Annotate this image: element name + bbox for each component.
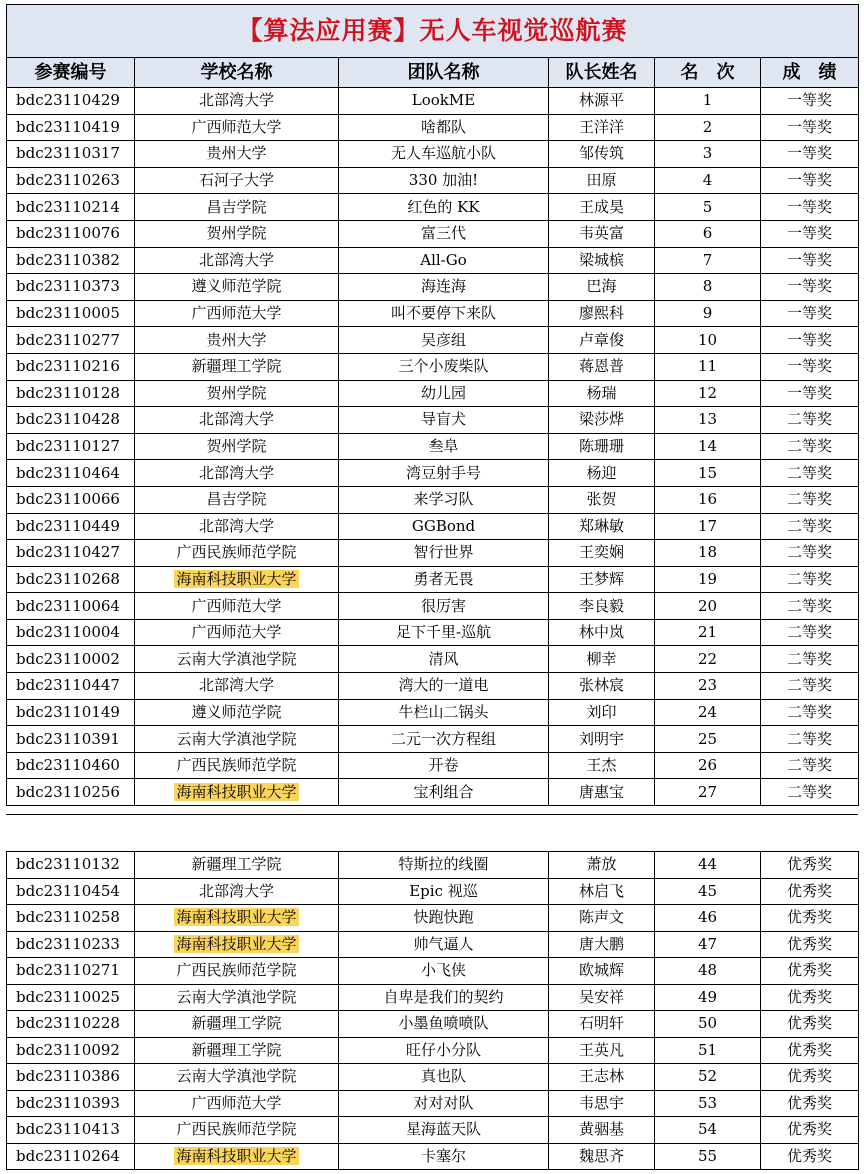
cell-school: 新疆理工学院 — [135, 353, 339, 380]
page-title: 【算法应用赛】无人车视觉巡航赛 — [7, 5, 859, 58]
cell-rank: 12 — [655, 380, 761, 407]
table-row — [7, 540, 859, 567]
cell-rank: 18 — [655, 540, 761, 567]
table-row — [7, 1143, 859, 1170]
cell-team: 富三代 — [339, 220, 549, 247]
cell-school: 贵州大学 — [135, 327, 339, 354]
cell-id: bdc23110002 — [7, 646, 135, 673]
cell-id: bdc23110064 — [7, 593, 135, 620]
cell-team: Epic 视巡 — [339, 878, 549, 905]
cell-school: 广西民族师范学院 — [135, 752, 339, 779]
cell-school: 遵义师范学院 — [135, 274, 339, 301]
cell-id: bdc23110373 — [7, 274, 135, 301]
cell-rank: 21 — [655, 619, 761, 646]
cell-grade: 优秀奖 — [761, 1090, 859, 1117]
cell-grade: 优秀奖 — [761, 931, 859, 958]
cell-rank: 20 — [655, 593, 761, 620]
cell-rank: 7 — [655, 247, 761, 274]
cell-rank: 11 — [655, 353, 761, 380]
cell-rank: 45 — [655, 878, 761, 905]
cell-id: bdc23110464 — [7, 460, 135, 487]
cell-captain: 陈珊珊 — [549, 433, 655, 460]
cell-school: 北部湾大学 — [135, 513, 339, 540]
cell-grade: 二等奖 — [761, 726, 859, 753]
cell-team: 导盲犬 — [339, 407, 549, 434]
highlighted-school: 海南科技职业大学 — [176, 569, 297, 588]
cell-grade: 优秀奖 — [761, 852, 859, 879]
cell-school — [135, 905, 339, 932]
cell-school: 北部湾大学 — [135, 460, 339, 487]
header-rank: 名 次 — [655, 58, 761, 88]
table-row — [7, 380, 859, 407]
cell-school: 北部湾大学 — [135, 673, 339, 700]
cell-grade: 优秀奖 — [761, 1117, 859, 1144]
cell-school: 广西民族师范学院 — [135, 1117, 339, 1144]
cell-school: 新疆理工学院 — [135, 1037, 339, 1064]
table-row — [7, 460, 859, 487]
cell-id: bdc23110076 — [7, 220, 135, 247]
cell-rank: 49 — [655, 984, 761, 1011]
table-row — [7, 699, 859, 726]
cell-team: 勇者无畏 — [339, 566, 549, 593]
table-row — [7, 878, 859, 905]
highlighted-school: 海南科技职业大学 — [176, 908, 297, 927]
cell-rank: 53 — [655, 1090, 761, 1117]
cell-captain: 王梦辉 — [549, 566, 655, 593]
cell-grade: 优秀奖 — [761, 958, 859, 985]
table-row — [7, 673, 859, 700]
cell-captain: 林启飞 — [549, 878, 655, 905]
table-row — [7, 852, 859, 879]
cell-grade: 一等奖 — [761, 327, 859, 354]
cell-id: bdc23110263 — [7, 167, 135, 194]
cell-team: 真也队 — [339, 1064, 549, 1091]
table-row — [7, 779, 859, 806]
table-row — [7, 407, 859, 434]
table-row — [7, 141, 859, 168]
cell-team: 湾大的一道电 — [339, 673, 549, 700]
table-row — [7, 486, 859, 513]
cell-team: 三个小废柴队 — [339, 353, 549, 380]
cell-rank: 51 — [655, 1037, 761, 1064]
cell-grade: 一等奖 — [761, 274, 859, 301]
cell-school: 广西师范大学 — [135, 114, 339, 141]
header-school: 学校名称 — [135, 58, 339, 88]
cell-id: bdc23110386 — [7, 1064, 135, 1091]
table-row — [7, 1037, 859, 1064]
results-table-bottom — [6, 851, 859, 1170]
cell-school: 广西师范大学 — [135, 1090, 339, 1117]
cell-team: 开卷 — [339, 752, 549, 779]
cell-grade: 优秀奖 — [761, 1037, 859, 1064]
cell-team: 幼儿园 — [339, 380, 549, 407]
header-captain: 队长姓名 — [549, 58, 655, 88]
cell-school: 北部湾大学 — [135, 407, 339, 434]
table-row — [7, 619, 859, 646]
table-row — [7, 984, 859, 1011]
cell-id: bdc23110004 — [7, 619, 135, 646]
cell-captain: 巴海 — [549, 274, 655, 301]
table-row — [7, 327, 859, 354]
cell-captain: 梁莎烨 — [549, 407, 655, 434]
cell-school: 贺州学院 — [135, 433, 339, 460]
cell-id: bdc23110066 — [7, 486, 135, 513]
table-row — [7, 593, 859, 620]
cell-id: bdc23110429 — [7, 88, 135, 115]
cell-captain: 黄骃基 — [549, 1117, 655, 1144]
cell-school — [135, 779, 339, 806]
cell-team: 吴彦组 — [339, 327, 549, 354]
header-grade: 成 绩 — [761, 58, 859, 88]
cell-school: 广西民族师范学院 — [135, 958, 339, 985]
table-row — [7, 274, 859, 301]
cell-rank: 5 — [655, 194, 761, 221]
table-row — [7, 1011, 859, 1038]
cell-id: bdc23110258 — [7, 905, 135, 932]
cell-captain: 蒋恩普 — [549, 353, 655, 380]
cell-grade: 二等奖 — [761, 619, 859, 646]
cell-school: 云南大学滇池学院 — [135, 646, 339, 673]
header-team: 团队名称 — [339, 58, 549, 88]
cell-id: bdc23110277 — [7, 327, 135, 354]
cell-rank: 44 — [655, 852, 761, 879]
cell-team: 帅气逼人 — [339, 931, 549, 958]
cell-school: 昌吉学院 — [135, 194, 339, 221]
cell-team: LookME — [339, 88, 549, 115]
page-break — [0, 814, 864, 844]
cell-team: 红色的 KK — [339, 194, 549, 221]
cell-id: bdc23110128 — [7, 380, 135, 407]
cell-captain: 李良毅 — [549, 593, 655, 620]
cell-grade: 优秀奖 — [761, 1064, 859, 1091]
cell-captain: 吴安祥 — [549, 984, 655, 1011]
cell-id: bdc23110454 — [7, 878, 135, 905]
cell-rank: 2 — [655, 114, 761, 141]
table-row — [7, 646, 859, 673]
table-row — [7, 1064, 859, 1091]
cell-rank: 50 — [655, 1011, 761, 1038]
cell-rank: 13 — [655, 407, 761, 434]
cell-rank: 47 — [655, 931, 761, 958]
cell-team: 星海蓝天队 — [339, 1117, 549, 1144]
cell-id: bdc23110092 — [7, 1037, 135, 1064]
table-row — [7, 958, 859, 985]
cell-school: 广西师范大学 — [135, 300, 339, 327]
table-row — [7, 931, 859, 958]
cell-grade: 优秀奖 — [761, 1011, 859, 1038]
cell-grade: 一等奖 — [761, 353, 859, 380]
cell-school: 北部湾大学 — [135, 878, 339, 905]
cell-rank: 4 — [655, 167, 761, 194]
cell-grade: 一等奖 — [761, 114, 859, 141]
cell-grade: 二等奖 — [761, 433, 859, 460]
cell-id: bdc23110214 — [7, 194, 135, 221]
cell-grade: 二等奖 — [761, 593, 859, 620]
cell-team: 小墨鱼喷喷队 — [339, 1011, 549, 1038]
cell-team: 对对对队 — [339, 1090, 549, 1117]
cell-rank: 3 — [655, 141, 761, 168]
cell-school: 贺州学院 — [135, 380, 339, 407]
table-row — [7, 300, 859, 327]
cell-team: All-Go — [339, 247, 549, 274]
cell-rank: 52 — [655, 1064, 761, 1091]
cell-team: 旺仔小分队 — [339, 1037, 549, 1064]
cell-id: bdc23110428 — [7, 407, 135, 434]
cell-team: 海连海 — [339, 274, 549, 301]
table-row — [7, 905, 859, 932]
cell-id: bdc23110005 — [7, 300, 135, 327]
cell-team: 叫不要停下来队 — [339, 300, 549, 327]
cell-rank: 23 — [655, 673, 761, 700]
cell-id: bdc23110233 — [7, 931, 135, 958]
cell-id: bdc23110127 — [7, 433, 135, 460]
cell-team: GGBond — [339, 513, 549, 540]
cell-captain: 柳幸 — [549, 646, 655, 673]
table-row — [7, 167, 859, 194]
cell-grade: 二等奖 — [761, 407, 859, 434]
cell-captain: 陈声文 — [549, 905, 655, 932]
cell-captain: 王志林 — [549, 1064, 655, 1091]
cell-id: bdc23110149 — [7, 699, 135, 726]
cell-id: bdc23110132 — [7, 852, 135, 879]
cell-rank: 25 — [655, 726, 761, 753]
cell-school — [135, 931, 339, 958]
cell-team: 宝利组合 — [339, 779, 549, 806]
cell-school — [135, 1143, 339, 1170]
table-row — [7, 114, 859, 141]
cell-grade: 一等奖 — [761, 247, 859, 274]
cell-rank: 24 — [655, 699, 761, 726]
cell-captain: 杨瑞 — [549, 380, 655, 407]
cell-rank: 10 — [655, 327, 761, 354]
cell-school: 新疆理工学院 — [135, 852, 339, 879]
cell-id: bdc23110025 — [7, 984, 135, 1011]
cell-grade: 一等奖 — [761, 88, 859, 115]
cell-captain: 卢章俊 — [549, 327, 655, 354]
cell-school: 云南大学滇池学院 — [135, 726, 339, 753]
cell-team: 牛栏山二锅头 — [339, 699, 549, 726]
cell-school: 贵州大学 — [135, 141, 339, 168]
table-row — [7, 566, 859, 593]
cell-grade: 一等奖 — [761, 380, 859, 407]
cell-rank: 1 — [655, 88, 761, 115]
table-row — [7, 752, 859, 779]
cell-id: bdc23110447 — [7, 673, 135, 700]
cell-team: 特斯拉的线圈 — [339, 852, 549, 879]
cell-id: bdc23110391 — [7, 726, 135, 753]
cell-team: 足下千里-巡航 — [339, 619, 549, 646]
cell-grade: 二等奖 — [761, 566, 859, 593]
cell-team: 330 加油! — [339, 167, 549, 194]
cell-rank: 16 — [655, 486, 761, 513]
cell-captain: 韦英富 — [549, 220, 655, 247]
cell-grade: 一等奖 — [761, 300, 859, 327]
table-row — [7, 194, 859, 221]
cell-grade: 优秀奖 — [761, 905, 859, 932]
table-row — [7, 1090, 859, 1117]
cell-captain: 王杰 — [549, 752, 655, 779]
table-row — [7, 88, 859, 115]
cell-captain: 萧放 — [549, 852, 655, 879]
cell-id: bdc23110271 — [7, 958, 135, 985]
cell-rank: 48 — [655, 958, 761, 985]
cell-rank: 19 — [655, 566, 761, 593]
cell-id: bdc23110256 — [7, 779, 135, 806]
cell-captain: 唐大鹏 — [549, 931, 655, 958]
cell-captain: 林中岚 — [549, 619, 655, 646]
cell-school: 云南大学滇池学院 — [135, 984, 339, 1011]
highlighted-school: 海南科技职业大学 — [176, 1146, 297, 1165]
table-row — [7, 1117, 859, 1144]
cell-school: 遵义师范学院 — [135, 699, 339, 726]
cell-captain: 梁城槟 — [549, 247, 655, 274]
cell-captain: 邹传筑 — [549, 141, 655, 168]
cell-id: bdc23110427 — [7, 540, 135, 567]
cell-grade: 一等奖 — [761, 220, 859, 247]
cell-school — [135, 566, 339, 593]
cell-id: bdc23110268 — [7, 566, 135, 593]
cell-team: 快跑快跑 — [339, 905, 549, 932]
cell-id: bdc23110317 — [7, 141, 135, 168]
cell-grade: 二等奖 — [761, 646, 859, 673]
cell-captain: 廖熙科 — [549, 300, 655, 327]
cell-grade: 二等奖 — [761, 779, 859, 806]
cell-rank: 15 — [655, 460, 761, 487]
cell-captain: 刘印 — [549, 699, 655, 726]
cell-rank: 17 — [655, 513, 761, 540]
cell-team: 无人车巡航小队 — [339, 141, 549, 168]
cell-school: 广西师范大学 — [135, 619, 339, 646]
cell-grade: 二等奖 — [761, 460, 859, 487]
cell-rank: 54 — [655, 1117, 761, 1144]
cell-school: 石河子大学 — [135, 167, 339, 194]
cell-id: bdc23110382 — [7, 247, 135, 274]
cell-id: bdc23110393 — [7, 1090, 135, 1117]
cell-school: 北部湾大学 — [135, 247, 339, 274]
cell-captain: 杨迎 — [549, 460, 655, 487]
cell-captain: 张贺 — [549, 486, 655, 513]
cell-grade: 二等奖 — [761, 486, 859, 513]
cell-team: 很厉害 — [339, 593, 549, 620]
cell-captain: 石明轩 — [549, 1011, 655, 1038]
cell-school: 贺州学院 — [135, 220, 339, 247]
cell-captain: 欧城辉 — [549, 958, 655, 985]
cell-team: 小飞侠 — [339, 958, 549, 985]
cell-grade: 二等奖 — [761, 752, 859, 779]
cell-rank: 14 — [655, 433, 761, 460]
cell-grade: 一等奖 — [761, 194, 859, 221]
cell-grade: 优秀奖 — [761, 984, 859, 1011]
cell-team: 自卑是我们的契约 — [339, 984, 549, 1011]
cell-team: 二元一次方程组 — [339, 726, 549, 753]
cell-captain: 林源平 — [549, 88, 655, 115]
cell-grade: 优秀奖 — [761, 878, 859, 905]
cell-id: bdc23110228 — [7, 1011, 135, 1038]
cell-captain: 王奕娴 — [549, 540, 655, 567]
cell-team: 智行世界 — [339, 540, 549, 567]
header-id: 参赛编号 — [7, 58, 135, 88]
cell-rank: 46 — [655, 905, 761, 932]
cell-rank: 22 — [655, 646, 761, 673]
cell-captain: 韦思宇 — [549, 1090, 655, 1117]
cell-team: 湾豆射手号 — [339, 460, 549, 487]
cell-id: bdc23110413 — [7, 1117, 135, 1144]
table-row — [7, 353, 859, 380]
cell-grade: 优秀奖 — [761, 1143, 859, 1170]
cell-captain: 王洋洋 — [549, 114, 655, 141]
cell-captain: 魏思齐 — [549, 1143, 655, 1170]
results-table-top — [6, 4, 859, 806]
cell-grade: 一等奖 — [761, 167, 859, 194]
table-row — [7, 247, 859, 274]
cell-captain: 王成昊 — [549, 194, 655, 221]
cell-rank: 26 — [655, 752, 761, 779]
table-row — [7, 726, 859, 753]
cell-captain: 张林宸 — [549, 673, 655, 700]
cell-school: 云南大学滇池学院 — [135, 1064, 339, 1091]
cell-school: 北部湾大学 — [135, 88, 339, 115]
cell-captain: 田原 — [549, 167, 655, 194]
cell-team: 啥都队 — [339, 114, 549, 141]
cell-id: bdc23110216 — [7, 353, 135, 380]
cell-team: 卡塞尔 — [339, 1143, 549, 1170]
cell-id: bdc23110449 — [7, 513, 135, 540]
cell-rank: 9 — [655, 300, 761, 327]
highlighted-school: 海南科技职业大学 — [176, 934, 297, 953]
cell-id: bdc23110264 — [7, 1143, 135, 1170]
cell-captain: 王英凡 — [549, 1037, 655, 1064]
cell-rank: 6 — [655, 220, 761, 247]
cell-grade: 二等奖 — [761, 673, 859, 700]
cell-id: bdc23110419 — [7, 114, 135, 141]
cell-grade: 二等奖 — [761, 540, 859, 567]
cell-school: 广西民族师范学院 — [135, 540, 339, 567]
cell-id: bdc23110460 — [7, 752, 135, 779]
cell-rank: 27 — [655, 779, 761, 806]
cell-school: 广西师范大学 — [135, 593, 339, 620]
cell-grade: 二等奖 — [761, 699, 859, 726]
cell-team: 来学习队 — [339, 486, 549, 513]
cell-school: 昌吉学院 — [135, 486, 339, 513]
table-row — [7, 513, 859, 540]
cell-team: 清风 — [339, 646, 549, 673]
cell-captain: 唐惠宝 — [549, 779, 655, 806]
cell-grade: 二等奖 — [761, 513, 859, 540]
cell-captain: 刘明宇 — [549, 726, 655, 753]
cell-rank: 8 — [655, 274, 761, 301]
cell-grade: 一等奖 — [761, 141, 859, 168]
cell-school: 新疆理工学院 — [135, 1011, 339, 1038]
highlighted-school: 海南科技职业大学 — [176, 782, 297, 801]
cell-rank: 55 — [655, 1143, 761, 1170]
cell-team: 叁阜 — [339, 433, 549, 460]
table-row — [7, 220, 859, 247]
cell-captain: 郑琳敏 — [549, 513, 655, 540]
table-row — [7, 433, 859, 460]
